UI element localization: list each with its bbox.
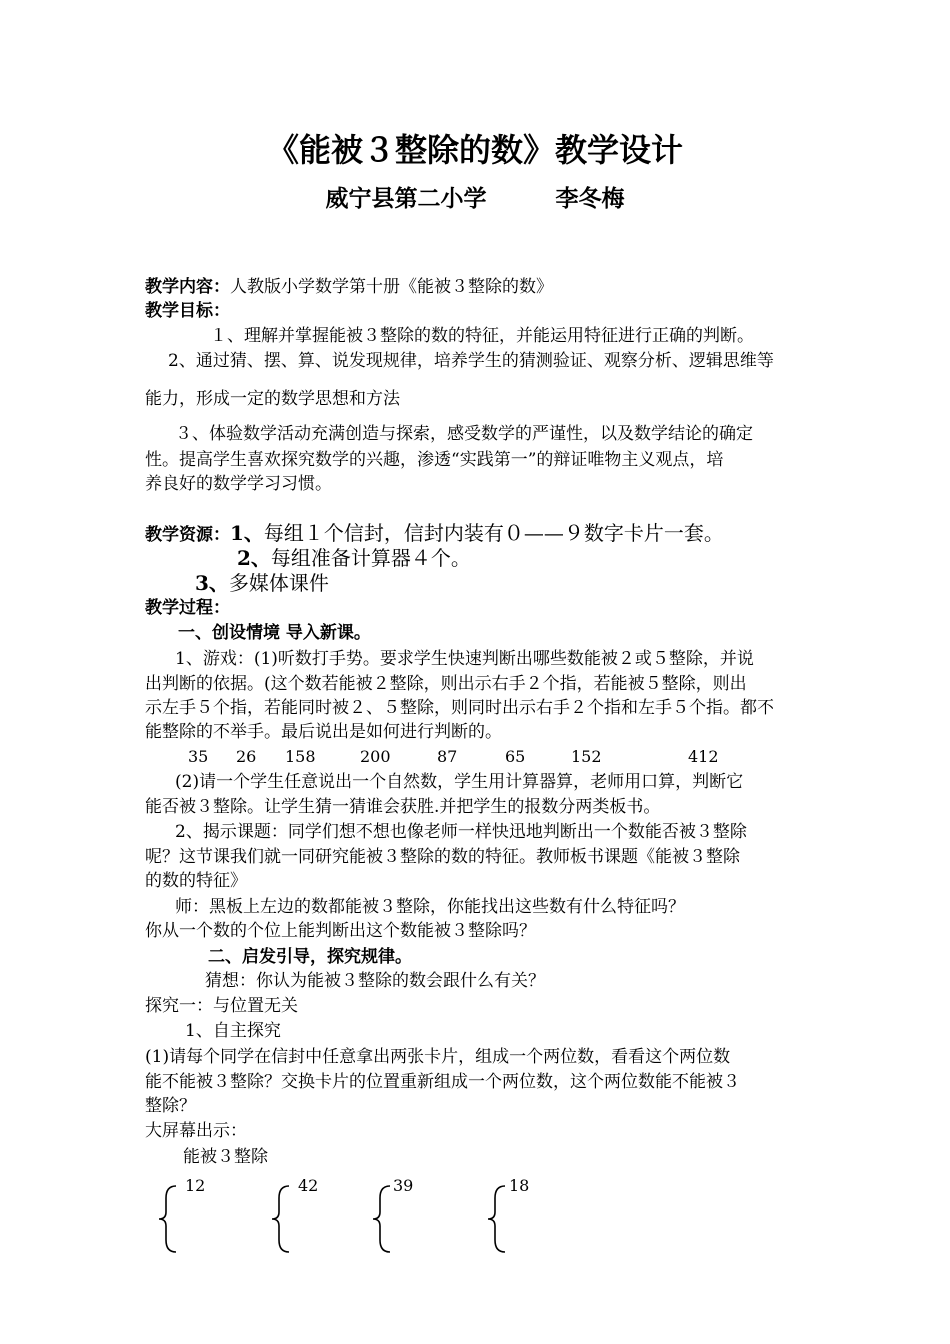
- goal-3-line-2: 性。提高学生喜欢探究数学的兴趣，渗透“实践第一”的辩证唯物主义观点，培: [145, 450, 724, 470]
- resource-1-text: 每组１个信封，信封内装有０——９数字卡片一套。: [263, 521, 724, 545]
- calc-line-1: (2)请一个学生任意说出一个自然数，学生用计算器算，老师用口算，判断它: [175, 772, 744, 792]
- brace-number: 39: [393, 1176, 414, 1195]
- number-item: 152: [571, 747, 602, 766]
- goal-3-line-1: ３、体验数学活动充满创造与探索，感受数学的严谨性，以及数学结论的确定: [175, 424, 753, 444]
- number-item: 412: [688, 747, 719, 766]
- number-item: 35: [188, 747, 209, 766]
- guess-line: 猜想：你认为能被３整除的数会跟什么有关？: [205, 971, 545, 991]
- resources-label: 教学资源：: [145, 525, 230, 545]
- resource-3-text: 多媒体课件: [228, 571, 329, 595]
- content-label: 教学内容：: [145, 277, 230, 297]
- goal-1: １、理解并掌握能被３整除的数的特征，并能运用特征进行正确的判断。: [210, 326, 754, 346]
- number-item: 158: [285, 747, 316, 766]
- author-line: 威宁县第二小学 李冬梅: [325, 185, 625, 212]
- game-line-4: 能整除的不举手。最后说出是如何进行判断的。: [145, 722, 502, 742]
- game-line-1: 1、游戏：(1)听数打手势。要求学生快速判断出哪些数能被２或５整除，并说: [175, 649, 754, 669]
- topic-line-3: 的数的特征》: [145, 871, 247, 891]
- task-line-3: 整除？: [145, 1096, 196, 1116]
- number-item: 65: [505, 747, 526, 766]
- process-label: 教学过程：: [145, 598, 230, 618]
- page-title: 《能被３整除的数》教学设计: [266, 131, 683, 169]
- left-brace-icon: [485, 1184, 509, 1254]
- topic-line-2: 呢？这节课我们就一同研究能被３整除的数的特征。教师板书课题《能被３整除: [145, 847, 740, 867]
- left-brace-icon: [370, 1184, 394, 1254]
- teacher-line-1: 师：黑板上左边的数都能被３整除，你能找出这些数有什么特征吗？: [175, 897, 685, 917]
- game-line-2: 出判断的依据。(这个数若能被２整除，则出示右手２个指，若能被５整除，则出: [145, 674, 747, 694]
- resource-3-num: 3、: [195, 571, 229, 595]
- section-2-heading: 二、启发引导，探究规律。: [208, 947, 412, 967]
- left-brace-icon: [156, 1184, 180, 1254]
- brace-number: 12: [185, 1176, 206, 1195]
- topic-line-1: 2、揭示课题：同学们想不想也像老师一样快迅地判断出一个数能否被３整除: [175, 822, 747, 842]
- number-item: 200: [360, 747, 391, 766]
- divisible-label: 能被３整除: [183, 1147, 268, 1167]
- brace-number: 42: [298, 1176, 319, 1195]
- explore-1-line: 探究一：与位置无关: [145, 996, 298, 1016]
- goal-2-line-1: 2、通过猜、摆、算、说发现规律，培养学生的猜测验证、观察分析、逻辑思维等: [168, 351, 774, 371]
- goal-3-line-3: 养良好的数学学习习惯。: [145, 474, 332, 494]
- game-line-3: 示左手５个指，若能同时被２、５整除，则同时出示右手２个指和左手５个指。都不: [145, 698, 774, 718]
- resource-1-num: 1、: [230, 521, 264, 545]
- task-line-1: (1)请每个同学在信封中任意拿出两张卡片，组成一个两位数，看看这个两位数: [145, 1047, 731, 1067]
- content-line: [145, 276, 553, 298]
- number-item: 87: [437, 747, 458, 766]
- self-explore-line: 1、自主探究: [185, 1021, 281, 1041]
- goal-2-line-2: 能力，形成一定的数学思想和方法: [145, 389, 400, 409]
- brace-number: 18: [509, 1176, 530, 1195]
- resource-2-num: 2、: [237, 546, 271, 570]
- left-brace-icon: [269, 1184, 293, 1254]
- screen-line: 大屏幕出示：: [145, 1121, 247, 1141]
- calc-line-2: 能否被３整除。让学生猜一猜谁会获胜.并把学生的报数分两类板书。: [145, 797, 661, 817]
- teacher-line-2: 你从一个数的个位上能判断出这个数能被３整除吗？: [145, 921, 536, 941]
- number-item: 26: [236, 747, 257, 766]
- resources-line-3: [195, 570, 329, 596]
- resource-2-text: 每组准备计算器４个。: [270, 546, 471, 570]
- section-1-heading: 一、创设情境 导入新课。: [178, 623, 371, 643]
- resources-line-1: [145, 520, 724, 546]
- resources-line-2: [237, 545, 471, 571]
- content-text: 人教版小学数学第十册《能被３整除的数》: [230, 277, 553, 297]
- task-line-2: 能不能被３整除？交换卡片的位置重新组成一个两位数，这个两位数能不能被３: [145, 1072, 740, 1092]
- goals-label: 教学目标：: [145, 301, 230, 321]
